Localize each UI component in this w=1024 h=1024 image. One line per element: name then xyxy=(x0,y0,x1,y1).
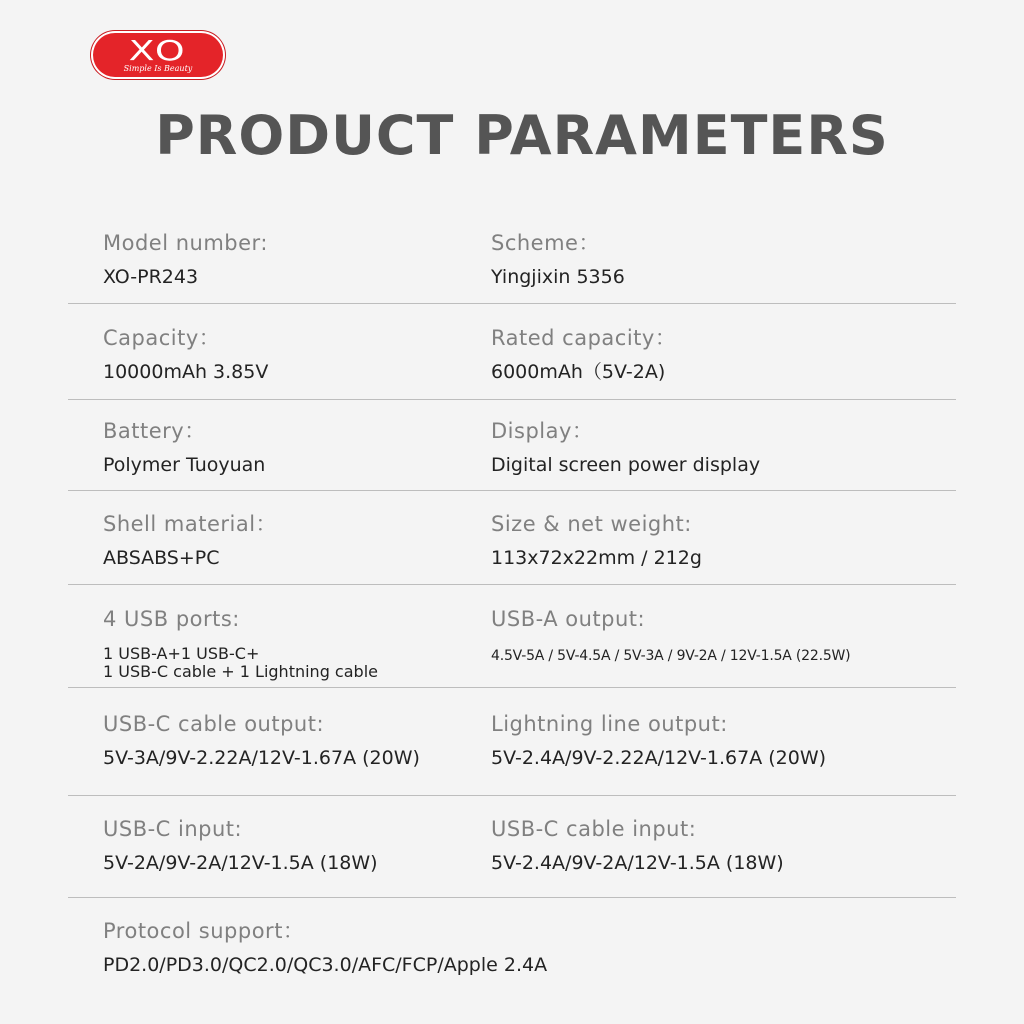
spec-row-ports xyxy=(68,605,956,688)
spec-value: Yingjixin 5356 xyxy=(491,266,625,288)
spec-value: 5V-3A/9V-2.22A/12V-1.67A (20W) xyxy=(103,747,420,769)
spec-row-protocol xyxy=(68,917,956,987)
spec-size-weight xyxy=(491,510,702,571)
spec-label: Lightning line output: xyxy=(491,712,728,736)
spec-label: 4 USB ports: xyxy=(103,607,240,631)
spec-label: Capacity： xyxy=(103,326,221,350)
spec-label: USB-C cable output: xyxy=(103,712,325,736)
spec-row-input xyxy=(68,815,956,898)
spec-label: Size & net weight: xyxy=(491,512,692,536)
spec-label: Shell material： xyxy=(103,512,278,536)
spec-scheme xyxy=(491,229,625,290)
spec-value: 5V-2.4A/9V-2A/12V-1.5A (18W) xyxy=(491,852,784,874)
spec-usb-ports xyxy=(103,605,378,681)
spec-battery xyxy=(103,417,265,478)
spec-usb-c-cable-input xyxy=(491,815,784,876)
spec-row-capacity xyxy=(68,324,956,400)
page-title: PRODUCT PARAMETERS xyxy=(155,104,889,167)
spec-value: 4.5V-5A / 5V-4.5A / 5V-3A / 9V-2A / 12V-1.5A (22.5W) xyxy=(491,648,851,664)
spec-capacity xyxy=(103,324,268,385)
spec-label: Scheme： xyxy=(491,231,600,255)
spec-value: XO-PR243 xyxy=(103,266,199,288)
spec-row-shell xyxy=(68,510,956,585)
logo-mark: XO xyxy=(128,34,188,67)
spec-usb-c-cable-output xyxy=(103,710,420,771)
spec-lightning-output xyxy=(491,710,826,771)
spec-value-line: 1 USB-A+1 USB-C+ xyxy=(103,644,260,663)
spec-value: PD2.0/PD3.0/QC2.0/QC3.0/AFC/FCP/Apple 2.4A xyxy=(103,954,548,976)
brand-logo xyxy=(91,31,225,79)
spec-value: Polymer Tuoyuan xyxy=(103,454,266,476)
spec-label: USB-C cable input: xyxy=(491,817,697,841)
spec-row-battery xyxy=(68,417,956,491)
spec-label: Rated capacity： xyxy=(491,326,677,350)
spec-display xyxy=(491,417,760,478)
spec-model-number xyxy=(103,229,268,290)
spec-value: 5V-2.4A/9V-2.22A/12V-1.67A (20W) xyxy=(491,747,827,769)
spec-row-model xyxy=(68,229,956,304)
spec-usb-a-output xyxy=(491,605,850,665)
spec-value-line: 1 USB-C cable + 1 Lightning cable xyxy=(103,662,378,681)
spec-rated-capacity xyxy=(491,324,676,385)
spec-label: Protocol support： xyxy=(103,919,305,943)
spec-value: ABSABS+PC xyxy=(103,547,220,569)
logo-tagline: Simple Is Beauty xyxy=(123,64,193,73)
spec-row-cable-output xyxy=(68,710,956,796)
spec-label: Display： xyxy=(491,419,594,443)
spec-protocol-support xyxy=(103,917,547,978)
spec-label: USB-C input: xyxy=(103,817,243,841)
spec-label: Model number: xyxy=(103,231,268,255)
spec-shell-material xyxy=(103,510,277,571)
spec-value: 10000mAh 3.85V xyxy=(103,361,269,383)
spec-label: USB-A output: xyxy=(491,607,646,631)
spec-value: 6000mAh（5V-2A) xyxy=(491,361,666,383)
spec-value: 5V-2A/9V-2A/12V-1.5A (18W) xyxy=(103,852,378,874)
spec-usb-c-input xyxy=(103,815,378,876)
spec-value: Digital screen power display xyxy=(491,454,761,476)
spec-value xyxy=(103,645,378,681)
spec-label: Battery： xyxy=(103,419,206,443)
spec-value: 113x72x22mm / 212g xyxy=(491,547,702,569)
